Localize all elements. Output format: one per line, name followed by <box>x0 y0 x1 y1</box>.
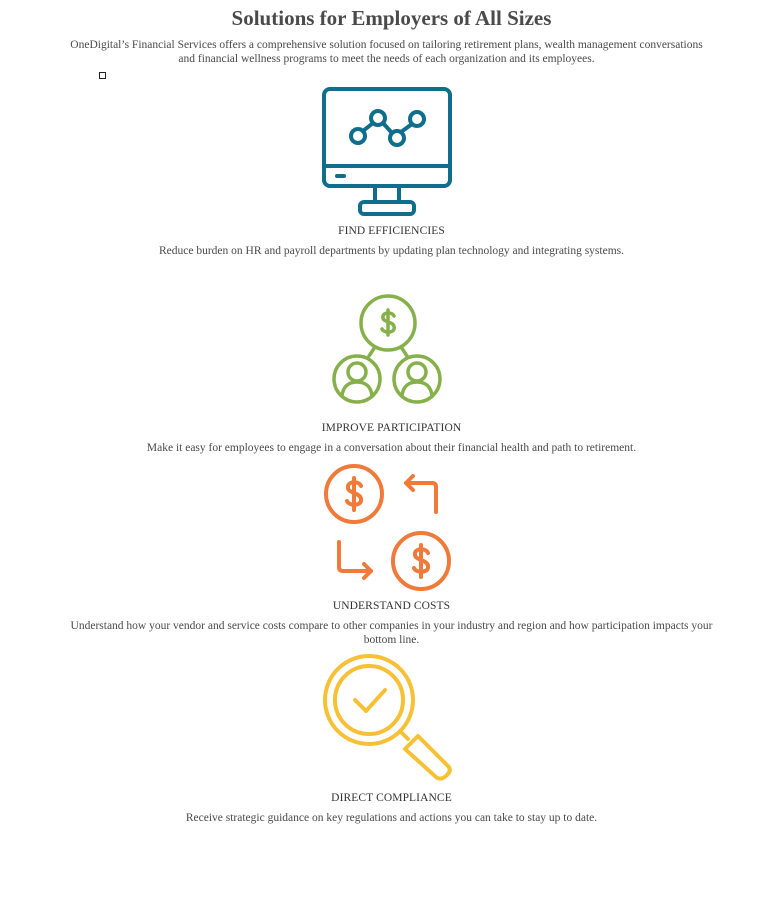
section-heading-understand-costs: UNDERSTAND COSTS <box>332 600 451 612</box>
intro-paragraph: OneDigital’s Financial Services offers a comprehensive solution focused on tailoring retirement plans, wealth management conversations and financial wellness programs to meet the needs of each organization and its employees. <box>70 39 703 65</box>
magnifier-check-icon <box>321 652 453 784</box>
checkbox[interactable] <box>99 72 106 79</box>
section-description-understand-costs: Understand how your vendor and service costs compare to other companies in your industry and region and how participation impacts your bottom line. <box>70 620 713 646</box>
section-description-direct-compliance: Receive strategic guidance on key regulations and actions you can take to stay up to date. <box>185 812 598 824</box>
dollar-people-network-icon <box>331 293 445 405</box>
section-description-find-efficiencies: Reduce burden on HR and payroll departments by updating plan technology and integrating systems. <box>158 245 624 257</box>
section-heading-improve-participation: IMPROVE PARTICIPATION <box>321 422 462 434</box>
section-heading-direct-compliance: DIRECT COMPLIANCE <box>331 792 452 804</box>
section-description-improve-participation: Make it easy for employees to engage in a conversation about their financial health and path to retirement. <box>146 442 637 454</box>
computer-monitor-chart-icon <box>321 86 453 218</box>
dollar-exchange-icon <box>321 461 453 593</box>
page-title: Solutions for Employers of All Sizes <box>231 6 552 30</box>
section-heading-find-efficiencies: FIND EFFICIENCIES <box>338 225 445 237</box>
